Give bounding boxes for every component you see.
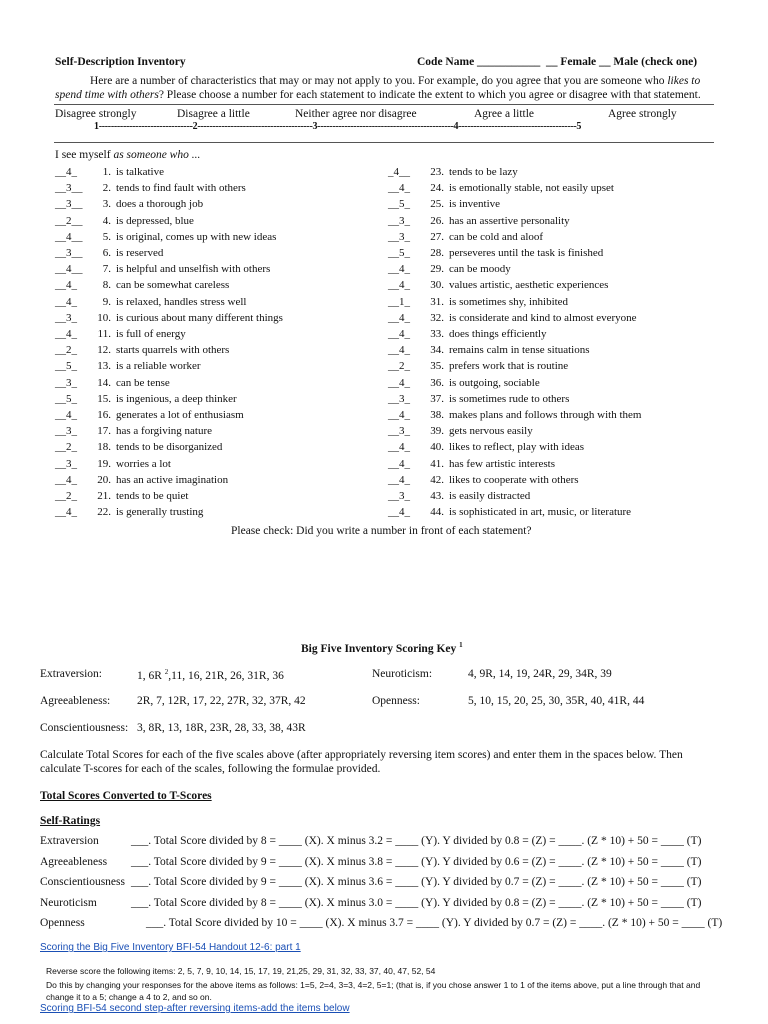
list-item [55,472,228,488]
item-text: remains calm in tense situations [449,344,590,357]
item-text: gets nervous easily [449,425,533,438]
answer-field[interactable]: __3_ [55,376,77,389]
item-text: starts quarrels with others [116,344,230,357]
item-number: 44. [430,506,444,519]
item-text: is sometimes rude to others [449,392,570,405]
answer-field[interactable]: __2_ [55,441,77,454]
item-number: 18. [97,441,111,454]
item-number: 31. [430,295,444,308]
calc-text-2: calculate T-scores for each of the scales, following the formulae provided. [40,763,381,775]
item-number: 36. [430,376,444,389]
answer-field[interactable]: __3__ [55,198,83,211]
item-number: 24. [430,182,444,195]
answer-field[interactable]: _4__ [388,166,410,178]
list-item [55,180,246,196]
items-left-column [55,164,375,524]
answer-field[interactable]: __4_ [55,409,77,421]
item-text: values artistic, aesthetic experiences [449,279,609,292]
item-number: 3. [102,198,111,211]
item-text: can be moody [449,263,511,276]
check-line: Please check: Did you write a number in front of each statement? [231,525,532,537]
self-rating-formula[interactable]: ___. Total Score divided by 10 = ____ (X). X minus 3.7 = ____ (Y). Y divided by 0.7 = (Z) = ____. (Z * 10) + 50 = ____ (T) [146,917,723,929]
item-text: makes plans and follows through with them [449,409,642,421]
list-item [388,456,555,472]
item-text: likes to reflect, play with ideas [449,441,585,454]
item-text: is sometimes shy, inhibited [449,295,569,308]
answer-field[interactable]: __4__ [55,263,83,276]
self-rating-row [40,917,740,933]
item-number: 13. [97,360,111,373]
item-number: 37. [430,392,444,405]
item-number: 1. [102,166,111,178]
list-item [55,391,237,407]
scale-label-1: Disagree strongly [55,108,137,120]
list-item [55,277,229,293]
answer-field[interactable]: __2_ [388,360,410,373]
answer-field[interactable]: __3_ [388,230,410,243]
self-rating-row [40,897,740,913]
item-number: 25. [430,198,444,211]
list-item [388,180,614,196]
item-number: 23. [430,166,444,178]
list-item [55,261,270,277]
item-text: is generally trusting [116,506,204,519]
item-number: 6. [102,247,111,259]
list-item [388,245,603,261]
list-item [388,391,569,407]
item-text: is outgoing, sociable [449,376,540,389]
intro-text-b: ? Please choose a number for each statement to indicate the extent to which you agree or disagree with that statement. [158,89,701,101]
answer-field[interactable]: __3_ [388,214,410,227]
list-item [388,358,568,374]
list-item [388,261,511,277]
agreeableness-items: 2R, 7, 12R, 17, 22, 27R, 32, 37R, 42 [137,695,306,707]
item-number: 27. [430,230,444,243]
answer-field[interactable]: __3_ [388,392,410,405]
self-rating-formula[interactable]: ___. Total Score divided by 9 = ____ (X). X minus 3.8 = ____ (Y). Y divided by 0.6 = (Z) = ____. (Z * 10) + 50 = ____ (T) [131,855,702,868]
list-item [55,439,222,455]
item-text: has few artistic interests [449,457,555,470]
item-text: can be somewhat careless [116,279,230,292]
item-text: does things efficiently [449,328,547,340]
scale-label-3: Neither agree nor disagree [295,108,417,120]
intro-line-1 [90,75,700,87]
item-text: has an active imagination [116,473,229,486]
answer-field[interactable]: __4_ [388,263,410,276]
scoring-link-part-1[interactable]: Scoring the Big Five Inventory BFI-54 Handout 12-6: part 1 [40,942,301,953]
extraversion-items-b: ,11, 16, 21R, 26, 31R, 36 [168,669,284,682]
answer-field[interactable]: __4_ [55,295,77,308]
item-text: does a thorough job [116,198,204,211]
item-number: 10. [97,311,111,324]
item-number: 41. [430,457,444,470]
answer-field[interactable]: __4_ [388,473,410,486]
list-item [388,326,547,342]
list-item [55,310,283,326]
answer-field[interactable]: __4_ [388,457,410,470]
list-item [388,439,584,455]
answer-field[interactable]: __3_ [55,425,77,438]
do-this-line-2: change it to a 5; change a 4 to 2, and so on. [46,992,212,1002]
list-item [388,294,568,310]
answer-field[interactable]: __2__ [55,214,83,227]
item-number: 39. [430,425,444,438]
self-rating-label: Conscientiousness [40,876,125,888]
list-item [388,504,631,520]
item-number: 21. [97,490,111,502]
item-number: 16. [97,409,111,421]
items-right-column [388,164,718,524]
lead-text [55,149,200,161]
answer-field[interactable]: __4_ [388,441,410,454]
item-text: perseveres until the task is finished [449,247,604,259]
answer-field[interactable]: __4_ [388,409,410,421]
conscientiousness-items: 3, 8R, 13, 18R, 23R, 28, 33, 38, 43R [137,722,306,734]
item-text: generates a lot of enthusiasm [116,409,244,421]
extraversion-items [137,668,284,682]
item-text: is reserved [116,247,164,259]
scoring-key-title-text: Big Five Inventory Scoring Key [301,642,457,655]
intro-em-a: likes to [667,75,701,87]
item-number: 4. [102,214,111,227]
item-text: can be tense [116,376,170,389]
item-number: 11. [97,328,111,340]
scoring-key-title-sup: 1 [459,641,463,649]
answer-field[interactable]: __3_ [55,311,77,324]
scoring-link-step-2[interactable]: Scoring BFI-54 second step-after reversing items-add the items below [40,1003,350,1014]
self-rating-formula[interactable]: ___. Total Score divided by 9 = ____ (X). X minus 3.6 = ____ (Y). Y divided by 0.7 = (Z) = ____. (Z * 10) + 50 = ____ (T) [131,876,702,888]
list-item [388,277,608,293]
answer-field[interactable]: __3__ [55,247,83,259]
divider-scale [54,142,714,143]
item-text: is full of energy [116,328,186,340]
answer-field[interactable]: __4_ [388,506,410,519]
item-text: tends to be disorganized [116,441,223,454]
list-item [55,358,201,374]
item-text: can be cold and aloof [449,230,544,243]
item-text: worries a lot [116,457,171,470]
answer-field[interactable]: __2_ [55,490,77,502]
intro-line-2 [55,89,701,101]
calc-text-1: Calculate Total Scores for each of the five scales above (after appropriately reversing item scores) and enter them in the spaces below. Then [40,749,683,761]
item-number: 20. [97,473,111,486]
agreeableness-label: Agreeableness: [40,695,111,707]
list-item [55,504,203,520]
neuroticism-items: 4, 9R, 14, 19, 24R, 29, 34R, 39 [468,668,612,680]
list-item [55,423,212,439]
item-text: is depressed, blue [116,214,194,227]
item-text: is relaxed, handles stress well [116,295,247,308]
item-text: tends to find fault with others [116,182,246,195]
answer-field[interactable]: __4_ [55,506,77,519]
item-text: is sophisticated in art, music, or literature [449,506,632,519]
item-text: tends to be lazy [449,166,518,178]
item-number: 12. [97,344,111,357]
item-text: is helpful and unselfish with others [116,263,271,276]
extraversion-label: Extraversion: [40,668,102,680]
item-number: 42. [430,473,444,486]
self-rating-label: Extraversion [40,835,99,847]
item-text: is easily distracted [449,490,531,502]
list-item [55,407,244,423]
lead-em: as someone who ... [113,149,201,161]
item-number: 40. [430,441,444,454]
item-number: 7. [102,263,111,276]
item-text: tends to be quiet [116,490,189,502]
self-rating-label: Neuroticism [40,896,97,909]
answer-field[interactable]: __4_ [388,279,410,292]
list-item [55,213,194,229]
self-ratings-rows [40,835,740,935]
list-item [55,294,246,310]
list-item [55,196,203,212]
answer-field[interactable]: __3__ [55,182,83,195]
item-number: 2. [102,182,111,195]
answer-field[interactable]: __4_ [388,311,410,324]
answer-field[interactable]: __4_ [388,182,410,195]
item-number: 38. [430,409,444,421]
answer-field[interactable]: __3_ [388,490,410,502]
answer-field[interactable]: __5_ [55,392,77,405]
item-text: has an assertive personality [449,214,570,227]
intro-em-b: spend time with others [55,89,159,101]
item-number: 34. [430,344,444,357]
answer-field[interactable]: __4_ [55,473,77,486]
list-item [388,342,590,358]
item-text: is inventive [449,198,501,211]
list-item [388,472,579,488]
answer-field[interactable]: __4__ [55,230,83,243]
answer-field[interactable]: __5_ [55,360,77,373]
scale-line: 1-------------------------------2--------------------------------------3---------------------------------------------4---------------------------------------5 [94,121,582,132]
answer-field[interactable]: __4_ [55,166,77,178]
list-item [55,229,276,245]
list-item [388,229,543,245]
scale-label-5: Agree strongly [608,108,677,120]
answer-field[interactable]: __4_ [55,328,77,340]
conscientiousness-label: Conscientiousness: [40,722,129,734]
answer-field[interactable]: __3_ [55,457,77,470]
openness-label: Openness: [372,695,420,707]
item-text: is ingenious, a deep thinker [116,392,237,405]
self-rating-row [40,876,740,892]
self-rating-row [40,835,740,851]
scale-label-2: Disagree a little [177,108,250,120]
item-number: 15. [97,392,111,405]
item-text: is emotionally stable, not easily upset [449,182,614,195]
lead-plain: I see myself [55,149,114,161]
item-text: is curious about many different things [116,311,283,324]
item-number: 29. [430,263,444,276]
item-number: 43. [430,490,444,502]
answer-field[interactable]: __1_ [388,295,410,308]
answer-field[interactable]: __3_ [388,425,410,438]
code-name-field[interactable]: Code Name ___________ [417,56,541,68]
list-item [388,423,533,439]
item-text: has a forgiving nature [116,425,213,438]
self-rating-label: Agreeableness [40,855,108,868]
self-rating-row [40,856,740,872]
item-text: is original, comes up with new ideas [116,230,277,243]
reverse-score-line: Reverse score the following items: 2, 5, 7, 9, 10, 14, 15, 17, 19, 21,25, 29, 31, 32, 33, 37, 40, 47, 52, 54 [46,966,436,976]
item-text: is a reliable worker [116,360,201,373]
list-item [55,488,188,504]
self-ratings-heading: Self-Ratings [40,815,101,827]
list-item [388,407,641,423]
extraversion-sup: 2 [164,668,169,676]
self-rating-formula[interactable]: ___. Total Score divided by 8 = ____ (X). X minus 3.0 = ____ (Y). Y divided by 0.8 = (Z) = ____. (Z * 10) + 50 = ____ (T) [131,896,702,909]
self-rating-label: Openness [40,917,85,929]
list-item [55,375,170,391]
list-item [388,375,540,391]
item-number: 28. [430,247,444,259]
extraversion-items-a: 1, 6R [137,669,165,682]
item-number: 17. [97,425,111,438]
item-number: 8. [102,279,111,292]
item-number: 9. [102,295,111,308]
list-item [388,310,637,326]
item-text: is considerate and kind to almost everyone [449,311,637,324]
item-number: 32. [430,311,444,324]
item-number: 35. [430,360,444,373]
list-item [55,326,186,342]
item-number: 19. [97,457,111,470]
list-item [55,245,163,261]
item-text: is talkative [116,166,164,178]
answer-field[interactable]: __5_ [388,198,410,211]
list-item [388,213,570,229]
form-title: Self-Description Inventory [55,56,186,68]
total-scores-heading: Total Scores Converted to T-Scores [40,790,212,802]
answer-field[interactable]: __4_ [388,344,410,357]
do-this-line-1: Do this by changing your responses for the above items as follows: 1=5, 2=4, 3=3, 4=2, 5=1; (that is, if you chose answer 1 to 1 of the items above, put a line through that and [46,980,701,990]
item-number: 5. [102,230,111,243]
gender-check[interactable]: __ Female __ Male (check one) [546,56,698,68]
list-item [55,456,171,472]
list-item [388,164,518,180]
item-number: 14. [97,376,111,389]
list-item [55,342,229,358]
scoring-key-title [301,641,463,655]
self-rating-formula[interactable]: ___. Total Score divided by 8 = ____ (X). X minus 3.2 = ____ (Y). Y divided by 0.8 = (Z) = ____. (Z * 10) + 50 = ____ (T) [131,835,702,847]
answer-field[interactable]: __5_ [388,247,410,259]
item-number: 30. [430,279,444,292]
answer-field[interactable]: __4_ [388,328,410,340]
item-number: 22. [97,506,111,519]
scale-label-4: Agree a little [474,108,535,120]
list-item [388,196,500,212]
answer-field[interactable]: __4_ [55,279,77,292]
item-number: 33. [430,328,444,340]
neuroticism-label: Neuroticism: [372,668,433,680]
item-number: 26. [430,214,444,227]
openness-items: 5, 10, 15, 20, 25, 30, 35R, 40, 41R, 44 [468,695,645,707]
item-text: likes to cooperate with others [449,473,579,486]
item-text: prefers work that is routine [449,360,569,373]
divider-top [54,104,714,105]
list-item [388,488,530,504]
intro-text-a: Here are a number of characteristics that may or may not apply to you. For example, do you agree that you are someone who [90,75,668,87]
answer-field[interactable]: __2_ [55,344,77,357]
list-item [55,164,164,180]
answer-field[interactable]: __4_ [388,376,410,389]
